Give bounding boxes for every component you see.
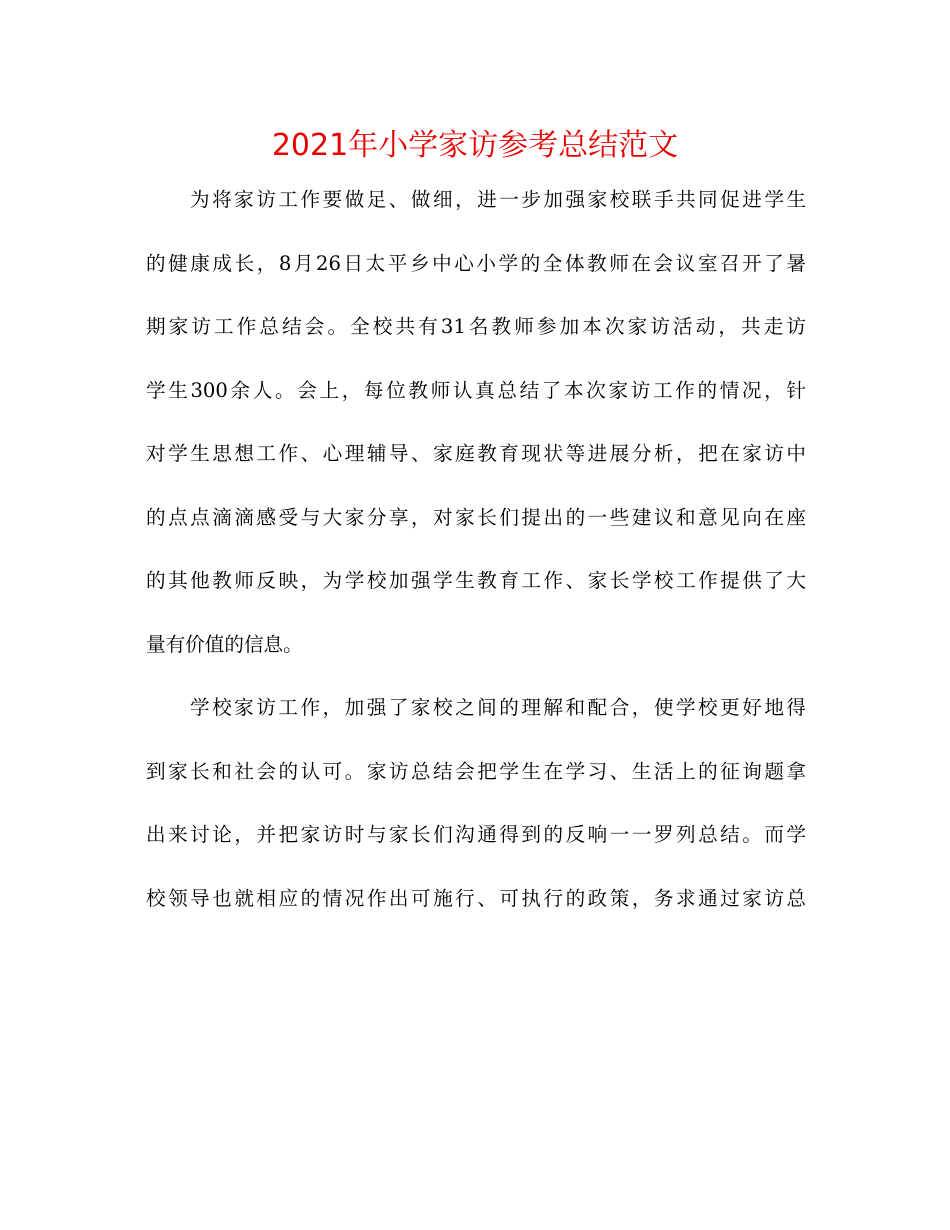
paragraph-2-line-4: 校领导也就相应的情况作出可施行、可执行的政策，务求通过家访总 [146,886,806,910]
paragraph-1-line-5: 对学生思想工作、心理辅导、家庭教育现状等进展分析，把在家访中 [146,442,806,465]
paragraph-1-line-4: 学生300余人。会上，每位教师认真总结了本次家访工作的情况，针 [146,378,806,402]
document-title: 2021年小学家访参考总结范文 [271,128,679,163]
paragraph-2-line-3: 出来讨论，并把家访时与家长们沟通得到的反响一一罗列总结。而学 [146,823,806,846]
paragraph-1-line-7: 的其他教师反映，为学校加强学生教育工作、家长学校工作提供了大 [146,569,806,592]
paragraph-1-line-6: 的点点滴滴感受与大家分享，对家长们提出的一些建议和意见向在座 [146,505,806,529]
paragraph-2-line-2: 到家长和社会的认可。家访总结会把学生在学习、生活上的征询题拿 [146,759,806,783]
paragraph-1-line-8: 量有价值的信息。 [146,632,303,656]
document-body [146,168,806,930]
paragraph-1-line-1: 为将家访工作要做足、做细，进一步加强家校联手共同促进学生 [190,188,806,211]
paragraph-1-line-3: 期家访工作总结会。全校共有31名教师参加本次家访活动，共走访 [146,315,806,338]
paragraph-1-line-2: 的健康成长，8月26日太平乡中心小学的全体教师在会议室召开了暑 [146,251,806,275]
paragraph-2-line-1: 学校家访工作，加强了家校之间的理解和配合，使学校更好地得 [190,696,806,719]
